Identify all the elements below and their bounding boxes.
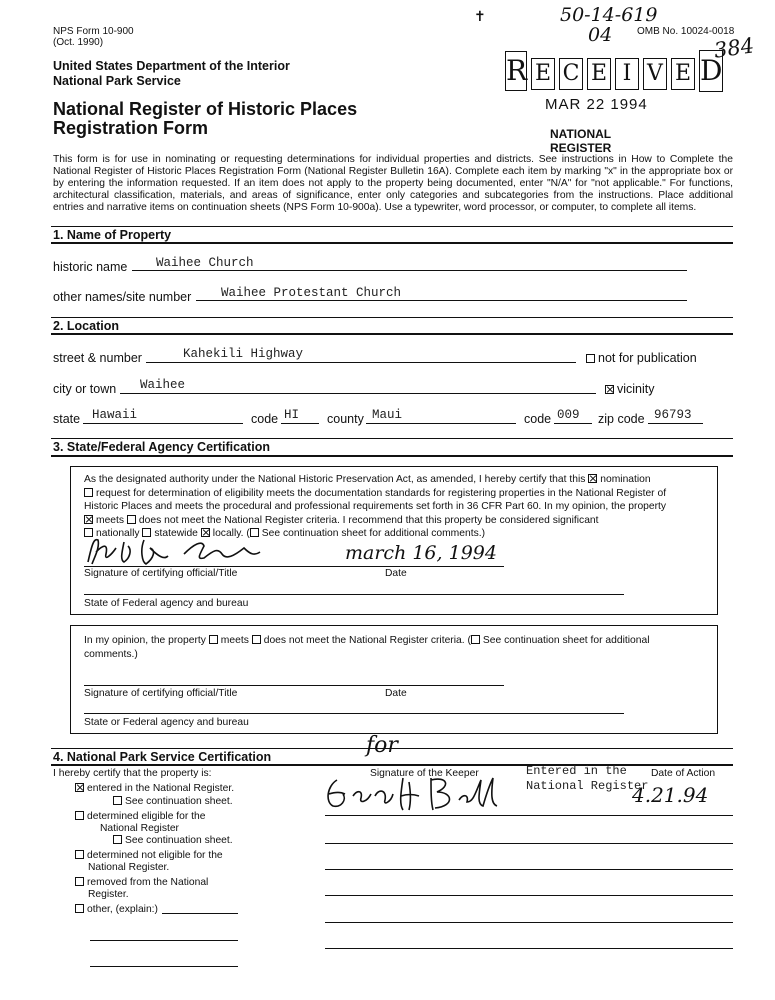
signature-underline: [84, 566, 504, 567]
city-underline: [120, 393, 596, 394]
street-value[interactable]: Kahekili Highway: [183, 347, 304, 361]
entered-checkbox[interactable]: [75, 783, 84, 792]
omb-number: OMB No. 10024-0018: [637, 26, 735, 37]
request-checkbox[interactable]: [84, 488, 93, 497]
locally-label: locally. (: [212, 528, 250, 539]
divider: [51, 438, 733, 439]
nomination-checkbox[interactable]: [588, 474, 597, 483]
removed-label-2: Register.: [88, 889, 129, 900]
not-eligible-label-2: National Register.: [88, 862, 170, 873]
state-code-label: code: [251, 412, 279, 426]
statewide-label: statewide: [154, 528, 198, 539]
divider: [51, 333, 733, 335]
vicinity[interactable]: [605, 382, 655, 396]
other-checkbox[interactable]: [75, 904, 84, 913]
county-value[interactable]: Maui: [372, 408, 403, 422]
stamp-letter: C: [559, 58, 583, 90]
certify-label: I hereby certify that the property is:: [53, 768, 212, 779]
divider: [51, 242, 733, 244]
not-for-publication-checkbox[interactable]: [586, 354, 595, 363]
not-eligible-checkbox[interactable]: [75, 850, 84, 859]
not-for-publication-label: not for publication: [598, 351, 697, 365]
other-label: other, (explain:): [87, 904, 158, 915]
stamp-date: MAR 22 1994: [545, 96, 648, 113]
option-eligible[interactable]: [75, 811, 206, 823]
option-entered-continuation[interactable]: [113, 796, 233, 807]
divider: [51, 226, 733, 227]
state-code-value[interactable]: HI: [284, 408, 300, 422]
cert-text: Historic Places and meets the procedural and professional requirements set forth in 36 CFR Part 60. In my opinion, the property: [84, 501, 667, 512]
vicinity-label: vicinity: [617, 382, 655, 396]
opinion-text: comments.): [84, 648, 138, 660]
keeper-underline: [325, 843, 733, 844]
nomination-label: nomination: [600, 474, 651, 485]
zip-value[interactable]: 96793: [654, 408, 692, 422]
section2-heading: 2. Location: [53, 319, 119, 333]
county-code-label: code: [524, 412, 552, 426]
other-underline[interactable]: [162, 913, 238, 914]
eligible-label-2: National Register: [100, 823, 179, 834]
stamp-org-line2: REGISTER: [550, 141, 612, 155]
department: United States Department of the Interior: [53, 59, 290, 73]
keeper-signature: [323, 772, 523, 816]
stamp-letter: E: [587, 58, 611, 90]
opinion-paragraph: [84, 634, 704, 661]
opinion-continuation-checkbox[interactable]: [471, 635, 480, 644]
county-underline: [366, 423, 516, 424]
not-eligible-label: determined not eligible for the: [87, 850, 223, 861]
meets-label: meets: [96, 514, 125, 526]
keeper-underline: [325, 948, 733, 949]
not-meet-checkbox[interactable]: [127, 515, 136, 524]
historic-name-label: historic name: [53, 260, 128, 274]
handwritten-for: for: [366, 733, 398, 758]
nationally-label: nationally: [96, 528, 140, 539]
option-other[interactable]: [75, 904, 158, 915]
agency-underline: [84, 594, 624, 595]
keeper-underline: [325, 922, 733, 923]
stamp-letter: E: [671, 58, 695, 90]
handwritten-reference: 50-14-619: [560, 4, 658, 26]
form-number: NPS Form 10-900: [53, 26, 134, 37]
option-removed[interactable]: [75, 877, 208, 888]
signature-underline: [84, 685, 504, 686]
opinion-text: In my opinion, the property: [84, 635, 206, 646]
certification-date-value: march 16, 1994: [345, 542, 497, 564]
form-title-line2: Registration Form: [53, 118, 209, 138]
section3-heading: 3. State/Federal Agency Certification: [53, 440, 270, 454]
date-label-2: Date: [385, 688, 407, 699]
instructions: This form is for use in nominating or requesting determinations for individual properties and districts. See instructions in How to Complete the National Register of Historic Places Registration Form (National Register Bulletin 16A). Complete each item by marking "x" in the appropriate box or by entering the information requested. If an item does not apply to the property being documented, enter "N/A" for "not applicable." For functions, architectural classification, materials, and areas of significance, enter only categories and subcategories from the instructions. Place additional entries and narrative items on continuation sheets (NPS Form 10-900a). Use a typewriter, word processor, or computer, to complete all items.: [53, 154, 733, 213]
other-underline[interactable]: [90, 940, 238, 941]
option-eligible-continuation[interactable]: [113, 835, 233, 846]
street-label: street & number: [53, 351, 142, 365]
stamp-letter: E: [531, 58, 555, 90]
entered-note: Entered in the: [526, 764, 627, 778]
historic-name-underline: [132, 270, 687, 271]
county-label: county: [327, 412, 364, 426]
keeper-label: Signature of the Keeper: [370, 768, 479, 779]
keeper-underline: [325, 815, 733, 816]
date-label: Date: [385, 568, 407, 579]
entered-label: entered in the National Register.: [87, 783, 235, 794]
section4-heading: 4. National Park Service Certification: [53, 750, 272, 764]
county-code-underline: [554, 423, 592, 424]
other-names-label: other names/site number: [53, 290, 192, 304]
section1-heading: 1. Name of Property: [53, 228, 172, 242]
stamp-letter: I: [615, 58, 639, 90]
official-signature: [84, 534, 284, 570]
action-date-value: 4.21.94: [632, 783, 709, 807]
opinion-text: does not meet the National Register criteria. (: [263, 635, 471, 646]
entered-note-2: National Register: [526, 779, 649, 793]
mark-icon: ✝: [474, 8, 486, 24]
received-stamp: [505, 50, 727, 92]
continuation-checkbox[interactable]: [113, 835, 122, 844]
stamp-letter: V: [643, 58, 667, 90]
service: National Park Service: [53, 74, 181, 88]
state-underline: [83, 423, 243, 424]
stamp-letter: D: [699, 50, 723, 92]
zip-underline: [648, 423, 703, 424]
cert-text: As the designated authority under the National Historic Preservation Act, as amended, I hereby certify that this: [84, 474, 586, 485]
not-for-publication[interactable]: [586, 351, 697, 365]
continuation-label: See continuation sheet for additional comments.): [261, 528, 486, 539]
option-entered[interactable]: [75, 782, 234, 795]
state-value[interactable]: Hawaii: [92, 408, 138, 422]
agency-label-2: State or Federal agency and bureau: [84, 717, 249, 728]
county-code-value[interactable]: 009: [557, 408, 580, 422]
other-names-value[interactable]: Waihee Protestant Church: [221, 286, 402, 300]
continuation-label: See continuation sheet.: [125, 796, 233, 807]
form-date: (Oct. 1990): [53, 37, 104, 48]
handwritten-04: 04: [588, 24, 613, 46]
divider: [51, 764, 733, 766]
signature-label-2: Signature of certifying official/Title: [84, 688, 238, 699]
opinion-continuation-label: See continuation sheet for additional: [482, 635, 650, 646]
opinion-meets-label: meets: [220, 635, 249, 646]
removed-label: removed from the National: [87, 877, 209, 888]
stamp-letter: R: [505, 51, 527, 91]
state-code-underline: [281, 423, 319, 424]
keeper-underline: [325, 895, 733, 896]
certification-paragraph: [84, 473, 704, 541]
cert-text: request for determination of eligibility meets the documentation standards for registering properties in the National Register of: [96, 487, 667, 499]
divider: [51, 317, 733, 318]
meets-checkbox[interactable]: [84, 515, 93, 524]
divider: [51, 455, 733, 457]
other-names-underline: [196, 300, 687, 301]
continuation-checkbox[interactable]: [113, 796, 122, 805]
other-underline[interactable]: [90, 966, 238, 967]
state-label: state: [53, 412, 81, 426]
zip-label: zip code: [598, 412, 645, 426]
date-of-action-label: Date of Action: [651, 768, 716, 779]
opinion-meets-checkbox[interactable]: [209, 635, 218, 644]
city-label: city or town: [53, 382, 117, 396]
not-meet-label: does not meet the National Register criteria. I recommend that this property be considered significant: [138, 514, 599, 526]
historic-name-value[interactable]: Waihee Church: [156, 256, 254, 270]
keeper-underline: [325, 869, 733, 870]
city-value[interactable]: Waihee: [140, 378, 186, 392]
street-underline: [146, 362, 576, 363]
opinion-not-meet-checkbox[interactable]: [252, 635, 261, 644]
vicinity-checkbox[interactable]: [605, 385, 614, 394]
agency-underline: [84, 713, 624, 714]
form-title-line1: National Register of Historic Places: [53, 99, 358, 119]
stamp-org-line1: NATIONAL: [550, 127, 612, 141]
handwritten-384: 384: [712, 33, 756, 63]
removed-checkbox[interactable]: [75, 877, 84, 886]
signature-label: Signature of certifying official/Title: [84, 568, 238, 579]
eligible-label: determined eligible for the: [87, 811, 206, 822]
eligible-checkbox[interactable]: [75, 811, 84, 820]
agency-label: State of Federal agency and bureau: [84, 598, 249, 609]
option-not-eligible[interactable]: [75, 850, 223, 861]
continuation-label: See continuation sheet.: [125, 835, 233, 846]
